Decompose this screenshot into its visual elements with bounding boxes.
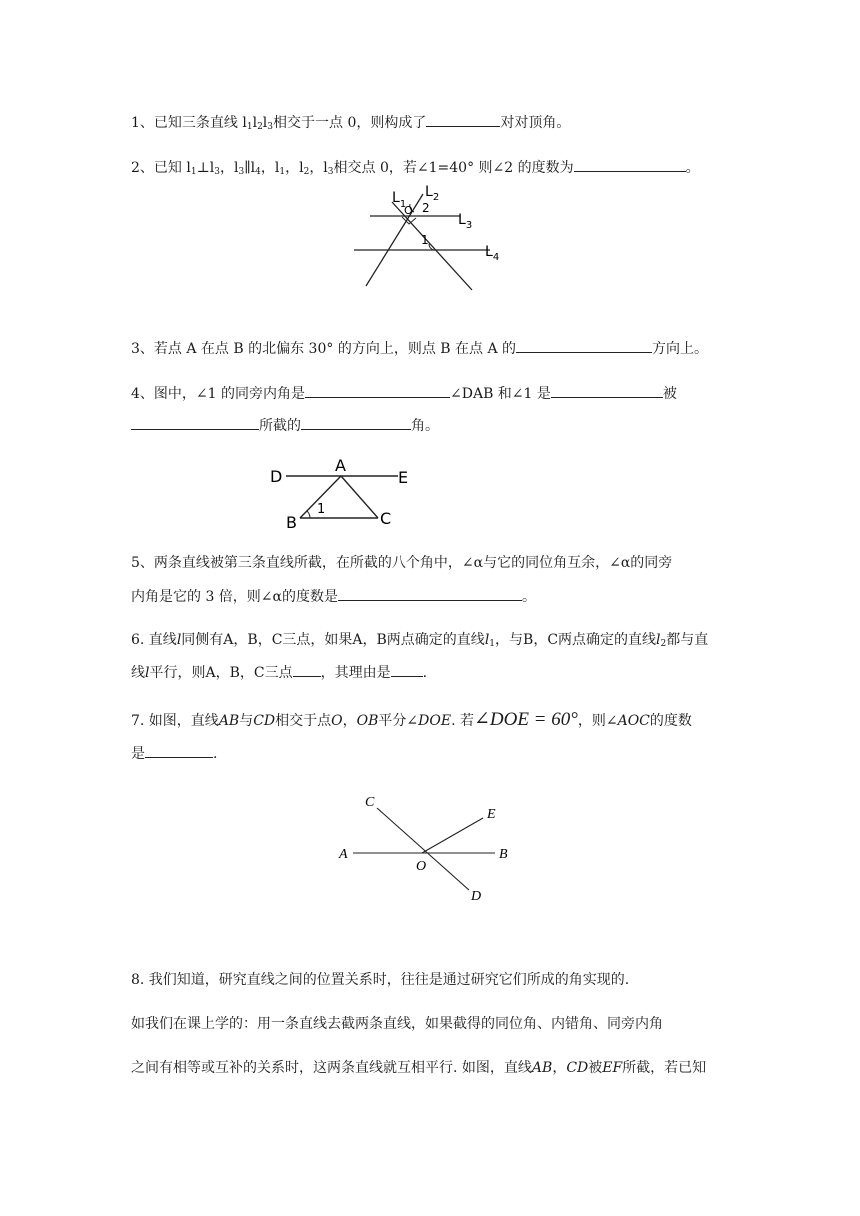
label-c: C <box>365 795 375 810</box>
q2-text: ，l <box>219 160 239 176</box>
label-angle-1: 1 <box>421 233 429 247</box>
q4-text: 4、图中，∠1 的同旁内角是 <box>131 386 305 402</box>
question-8-line-1 <box>131 970 629 990</box>
question-8-line-3 <box>131 1058 706 1078</box>
q2-sub: 3 <box>327 167 334 177</box>
q7-text: 相交于点 <box>275 713 332 729</box>
figure-2-triangle <box>268 456 418 532</box>
label-l2: $L_2$ <box>425 184 440 203</box>
q4-text: 角。 <box>411 418 439 434</box>
q3-text: 3、若点 A 在点 B 的北偏东 30° 的方向上，则点 B 在点 A 的 <box>131 341 517 357</box>
angle-1-arc <box>307 511 310 518</box>
label-a: A <box>335 456 346 475</box>
q2-text: 2、已知 l <box>131 160 191 176</box>
ray-oe <box>422 818 483 853</box>
answer-blank[interactable] <box>574 157 686 172</box>
q1-sub: 1 <box>246 122 253 132</box>
q2-sub: 3 <box>214 167 220 177</box>
q7-text: 与 <box>239 713 254 729</box>
answer-blank[interactable] <box>516 338 652 353</box>
q6-text: 6. 直线 <box>131 632 177 648</box>
q6-text: ，与B，C两点确定的直线 <box>495 632 657 648</box>
q2-sub: 3 <box>238 167 245 177</box>
q7-symbol: AOC <box>617 713 650 729</box>
question-3 <box>131 338 708 359</box>
q6-text: . <box>422 665 428 681</box>
label-l3: $L_3$ <box>458 212 473 231</box>
label-d: D <box>270 467 283 486</box>
q7-text: . <box>213 746 218 762</box>
answer-blank[interactable] <box>145 743 213 758</box>
line-cd <box>377 808 469 890</box>
answer-blank[interactable] <box>391 662 423 677</box>
q6-symbol: l <box>176 632 182 648</box>
label-e: E <box>487 807 496 822</box>
segment-ac <box>341 476 378 518</box>
q2-sub: 1 <box>279 167 286 177</box>
answer-blank[interactable] <box>301 415 411 430</box>
q6-text: 都与直 <box>666 632 709 648</box>
question-5-line-2 <box>131 586 536 607</box>
q2-text: ，l <box>285 160 304 176</box>
label-angle-1: 1 <box>317 502 326 517</box>
q5-text: 。 <box>522 589 536 605</box>
question-8-line-2 <box>131 1014 663 1034</box>
label-a: A <box>339 847 348 862</box>
question-5-line-1 <box>131 553 672 573</box>
label-l1: $L_1$ <box>392 190 407 210</box>
q2-sub: 1 <box>190 167 197 177</box>
q7-text: ， <box>342 713 357 729</box>
q6-text: 同侧有A，B，C三点，如果A，B两点确定的直线 <box>181 632 485 648</box>
q8-text: 所截，若已知 <box>622 1060 707 1076</box>
answer-blank[interactable] <box>293 662 321 677</box>
question-2 <box>131 157 700 178</box>
q8-text: ， <box>552 1060 567 1076</box>
question-6-line-2 <box>131 662 427 683</box>
label-o: O <box>404 204 413 217</box>
q2-sub: 4 <box>255 167 261 177</box>
q8-text: 如我们在课上学的：用一条直线去截两条直线，如果截得的同位角、内错角、同旁内角 <box>131 1016 663 1032</box>
question-4-line-1 <box>131 383 677 404</box>
q8-text: 之间有相等或互补的关系时，这两条直线就互相平行. 如图，直线 <box>131 1060 532 1076</box>
q6-symbol: l <box>656 632 661 648</box>
label-l4: $L_4$ <box>485 244 500 263</box>
q1-sub: 2 <box>257 122 263 132</box>
q8-text: 8. 我们知道，研究直线之间的位置关系时，往往是通过研究它们所成的角实现的. <box>131 972 630 988</box>
q1-text: 1、已知三条直线 l <box>131 115 247 131</box>
q6-text: ，其理由是 <box>320 665 391 681</box>
label-angle-2: 2 <box>422 201 430 215</box>
label-d: D <box>471 889 482 904</box>
label-b: B <box>499 847 508 862</box>
line-l2 <box>366 194 423 286</box>
q7-symbol: CD <box>253 713 276 729</box>
q4-text: 所截的 <box>259 418 301 434</box>
label-e: E <box>398 468 409 487</box>
q6-sub: 2 <box>660 639 667 649</box>
q5-text: 5、两条直线被第三条直线所截，在所截的八个角中，∠α与它的同位角互余，∠α的同旁 <box>131 555 673 571</box>
label-c: C <box>380 509 392 528</box>
q4-text: 被 <box>662 386 677 402</box>
q2-text: ⊥l <box>196 160 215 176</box>
q8-symbol: EF <box>602 1060 623 1076</box>
q7-text: 平分∠ <box>378 713 419 729</box>
q6-sub: 1 <box>489 639 496 649</box>
q8-symbol: CD <box>566 1060 589 1076</box>
q2-text: ，l <box>260 160 280 176</box>
label-b: B <box>286 513 297 532</box>
question-1 <box>131 112 570 133</box>
q5-text: 内角是它的 3 倍，则∠α的度数是 <box>131 589 338 605</box>
q7-text: 是 <box>131 746 145 762</box>
answer-blank[interactable] <box>131 415 259 430</box>
q8-text: 被 <box>588 1060 603 1076</box>
q7-formula: ∠DOE = 60° <box>473 709 578 730</box>
question-7-line-1 <box>131 710 692 731</box>
question-7-line-2 <box>131 743 217 764</box>
q2-text: 。 <box>685 160 700 176</box>
label-o: O <box>416 859 427 874</box>
q7-text: 的度数 <box>649 713 692 729</box>
q2-text: 相交点 0，若∠1=40° 则∠2 的度数为 <box>333 160 574 176</box>
question-4-line-2 <box>131 415 439 436</box>
q4-text: ∠DAB 和∠1 是 <box>450 386 551 402</box>
q1-text: l <box>252 115 258 131</box>
q1-text: 相交于一点 0，则构成了 <box>273 115 427 131</box>
answer-blank[interactable] <box>338 586 522 601</box>
answer-blank[interactable] <box>305 383 450 398</box>
q1-sub: 3 <box>267 122 274 132</box>
q7-symbol: OB <box>356 713 379 729</box>
q7-text: . 若 <box>451 713 474 729</box>
q1-text: 对对顶角。 <box>500 115 571 131</box>
question-6-line-1 <box>131 630 708 650</box>
q7-text: ，则∠ <box>577 713 618 729</box>
q1-text: l <box>262 115 268 131</box>
q6-text: 线 <box>131 665 145 681</box>
q7-symbol: DOE <box>418 713 452 729</box>
figure-1-lines <box>340 180 530 290</box>
answer-blank[interactable] <box>426 112 500 127</box>
q8-symbol: AB <box>531 1060 553 1076</box>
q6-text: 平行，则A，B，C三点 <box>149 665 293 681</box>
q2-text: ∥l <box>244 160 256 176</box>
q2-sub: 2 <box>303 167 310 177</box>
figure-3-intersecting-lines <box>335 788 525 908</box>
q7-symbol: O <box>331 713 343 729</box>
q6-symbol: l <box>145 665 150 681</box>
q7-text: 7. 如图，直线 <box>131 713 219 729</box>
q2-text: ，l <box>309 160 328 176</box>
q3-text: 方向上。 <box>652 341 709 357</box>
answer-blank[interactable] <box>551 383 663 398</box>
q7-symbol: AB <box>218 713 240 729</box>
q6-symbol: l <box>484 632 490 648</box>
